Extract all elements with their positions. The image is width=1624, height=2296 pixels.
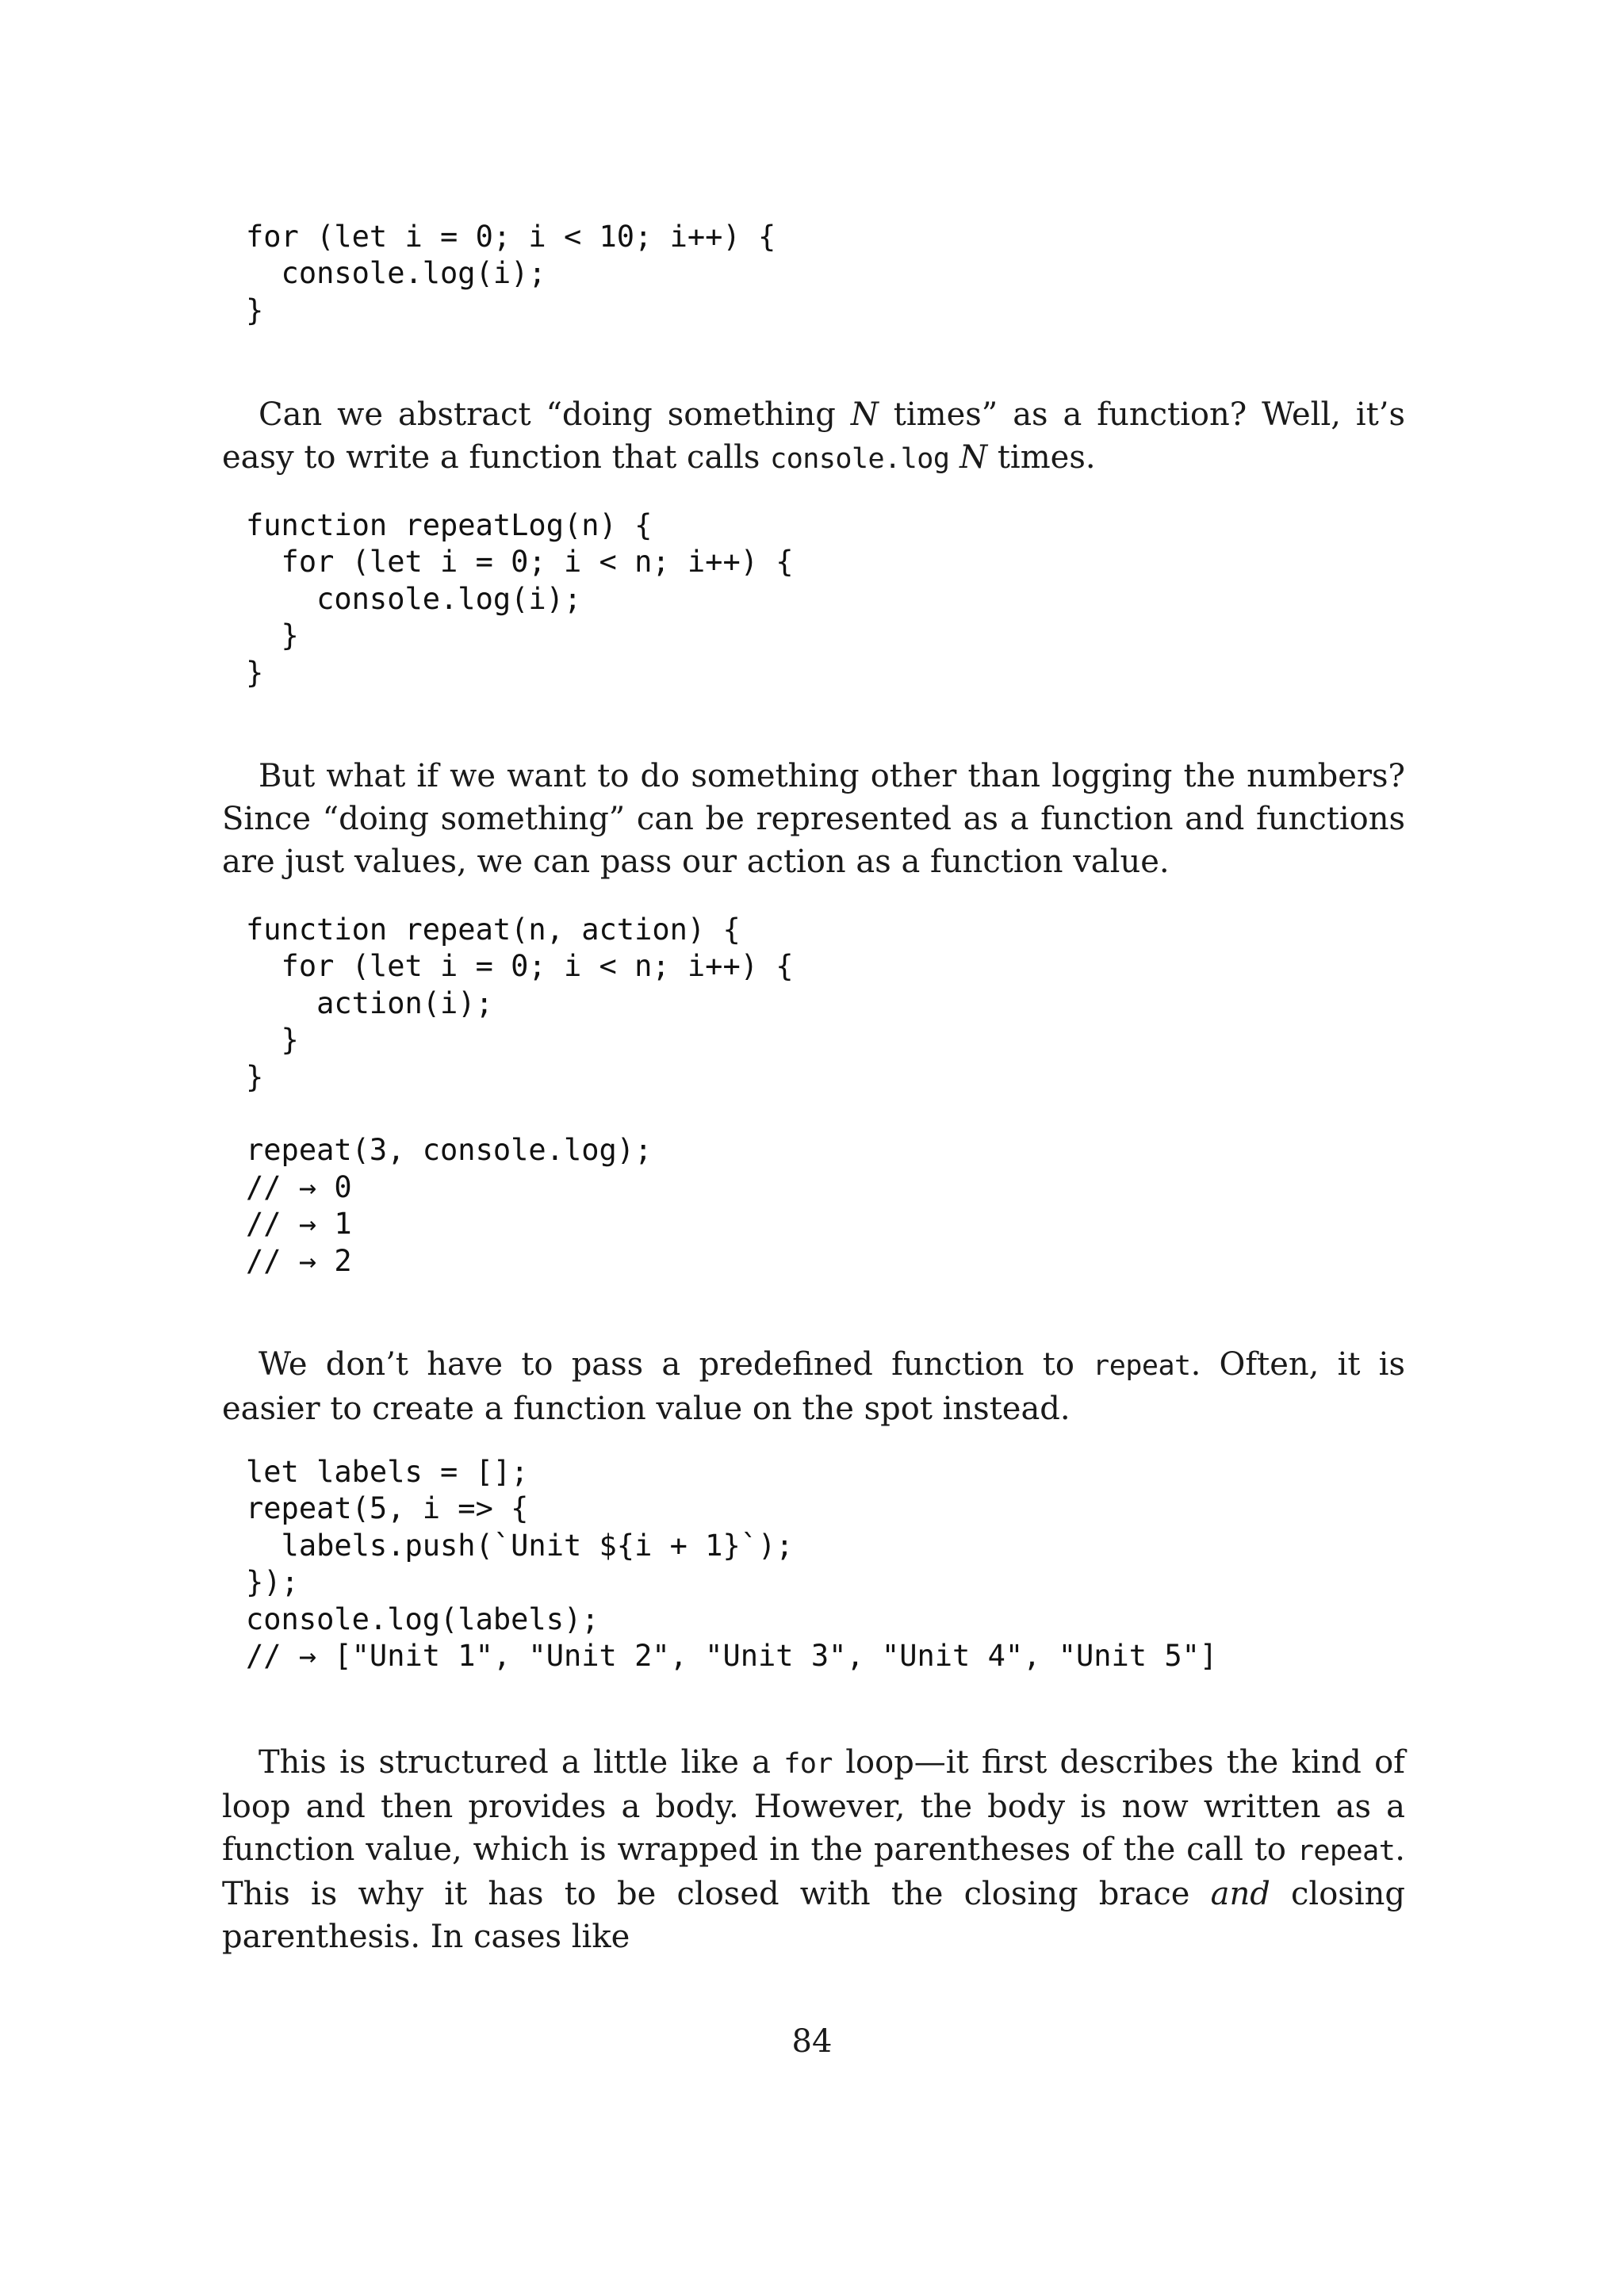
- text: . This is why it has to be closed with the closing brace: [222, 1831, 1405, 1912]
- text: times.: [987, 439, 1096, 476]
- emphasis: and: [1210, 1876, 1270, 1912]
- math-n: N: [850, 396, 879, 433]
- text: closing parenthesis. In cases like: [222, 1876, 1405, 1955]
- text: loop—it first describes the kind of loop and then provides a body. However, the body is now written as a function value, which is wrapped in the parentheses of the call to: [222, 1744, 1405, 1868]
- code-block-labels: let labels = []; repeat(5, i => { labels.push(`Unit ${i + 1}`); }); console.log(labels); // → ["Unit 1", "Unit 2", "Unit 3", "Unit 4", "Unit 5"]: [246, 1455, 1218, 1674]
- code-block-for-loop: for (let i = 0; i < 10; i++) { console.log(i); }: [246, 220, 776, 327]
- code-block-repeat: function repeat(n, action) { for (let i = 0; i < n; i++) { action(i); } } repeat(3, console.log); // → 0 // → 1 // → 2: [246, 913, 794, 1278]
- inline-code: for: [783, 1748, 833, 1780]
- inline-code: repeat: [1093, 1350, 1191, 1382]
- text: We don’t have to pass a predefined function to: [259, 1346, 1094, 1383]
- paragraph-structured-like-loop: [222, 1741, 1405, 1958]
- inline-code: console.log: [770, 443, 950, 475]
- inline-code: repeat: [1297, 1835, 1396, 1867]
- code-block-repeat-log: function repeatLog(n) { for (let i = 0; i < n; i++) { console.log(i); } }: [246, 508, 794, 690]
- text: Can we abstract “doing something: [259, 396, 851, 433]
- text: times” as a function? Well, it’s easy to write a function that calls: [222, 396, 1406, 476]
- text: This is structured a little like a: [259, 1744, 784, 1781]
- page-number: 84: [791, 2023, 833, 2060]
- paragraph-abstract-n-times: [222, 393, 1405, 480]
- math-n: N: [959, 439, 988, 476]
- paragraph-predefined-function: [222, 1343, 1405, 1430]
- paragraph-function-value: But what if we want to do something other than logging the numbers? Since “doing something” can be represented as a function and functions are just values, we can pass our action as a function value.: [222, 758, 1405, 880]
- text: [949, 439, 959, 476]
- text: . Often, it is easier to create a function value on the spot instead.: [222, 1346, 1406, 1427]
